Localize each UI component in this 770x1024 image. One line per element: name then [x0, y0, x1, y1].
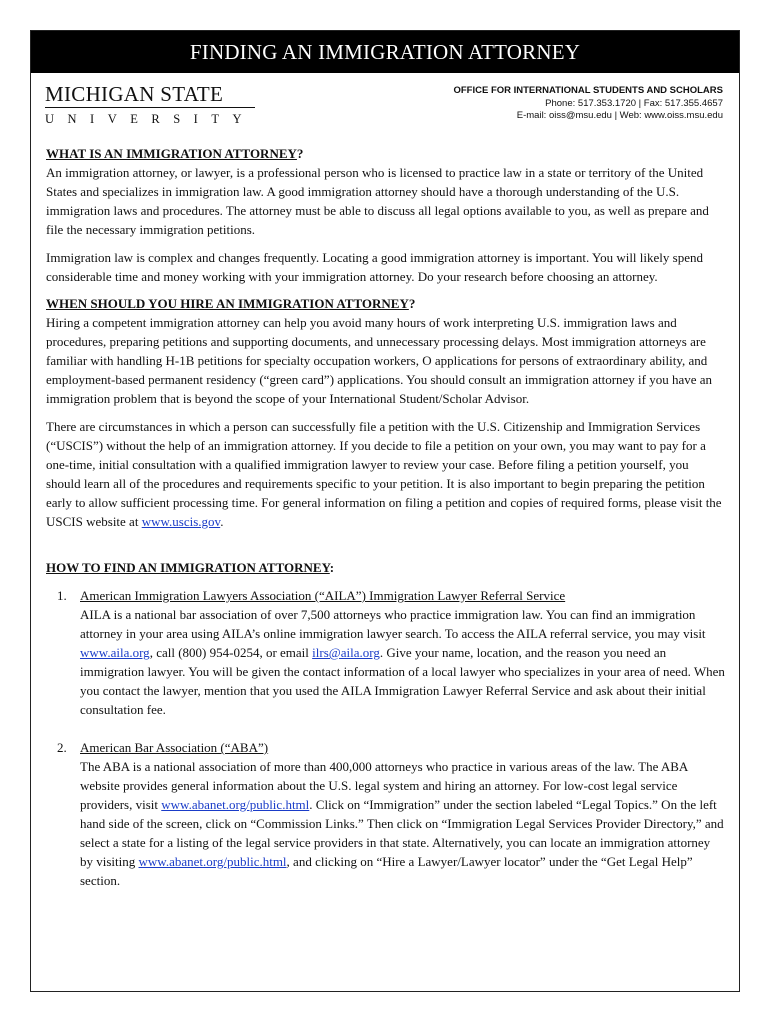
list-item-text: The ABA is a national association of more than 400,000 attorneys who practice in various areas of the law. The ABA website provides general information about the U.S. legal system and hiring an attorney. For low-cost legal service providers, visit www.abanet.org/public.html. Click on “Immigration” under the section labeled “Legal Topics.” On the left hand side of the screen, click on “Commission Links.” Then click on “Immigration Legal Services Provider Directory,” and select a state for a listing of the legal service providers in that state. Alternatively, you can locate an immigration attorney by visiting www.abanet.org/public.html, and clicking on “Hire a Lawyer/Lawyer locator” under the “Get Legal Help” section.: [80, 759, 724, 888]
document-frame: [30, 30, 740, 992]
list-number: 2.: [57, 740, 67, 755]
paragraph: Hiring a competent immigration attorney can help you avoid many hours of work interpreting U.S. immigration laws and procedures, preparing petitions and supporting documents, and unnecessary processing delays. Most immigration attorneys are familiar with handling H-1B petitions for specialty occupation workers, O applications for persons of extraordinary ability, and employment-based permanent residency (“green card”) applications. You should consult an immigration attorney if you have an immigration problem that is beyond the scope of your International Student/Scholar Advisor.: [46, 315, 713, 406]
list-item: [46, 586, 725, 719]
aba-link-2[interactable]: www.abanet.org/public.html: [138, 854, 287, 869]
office-contact: [453, 85, 723, 123]
list-item-text: AILA is a national bar association of over 7,500 attorneys who practice immigration law. You can find an immigration attorney in your area using AILA’s online immigration lawyer search. To access the AILA referral service, you may visit www.aila.org, call (800) 954-0254, or email ilrs@aila.org. Give your name, location, and the reason you need an immigration lawyer. You will be given the contact information of a local lawyer who specializes in your area of need. When you contact the lawyer, mention that you used the AILA Immigration Lawyer Referral Service and ask about their initial consultation fee.: [80, 607, 725, 717]
document-body: [46, 144, 725, 890]
paragraph: Immigration law is complex and changes frequently. Locating a good immigration attorney is important. You will likely spend considerable time and money working with your immigration attorney. Do your research before choosing an attorney.: [46, 250, 703, 284]
section-heading-how: HOW TO FIND AN IMMIGRATION ATTORNEY:: [46, 560, 335, 575]
aila-email-link[interactable]: ilrs@aila.org: [312, 645, 380, 660]
office-name: OFFICE FOR INTERNATIONAL STUDENTS AND SCHOLARS: [453, 85, 723, 96]
attorney-source-list: [46, 586, 725, 890]
list-item-title: American Immigration Lawyers Association (“AILA”) Immigration Lawyer Referral Service: [80, 588, 566, 603]
list-item-title: American Bar Association (“ABA”): [80, 740, 269, 755]
office-email: E-mail: oiss@msu.edu | Web: www.oiss.msu.edu: [516, 110, 723, 121]
paragraph: There are circumstances in which a person can successfully file a petition with the U.S. Citizenship and Immigration Services (“USCIS”) without the help of an immigration attorney. If you decide to file a petition on your own, you may want to pay for a one-time, initial consultation with a qualified immigration lawyer to review your case. Before filing a petition yourself, you should learn all of the procedures and requirements specific to your petition. It is also important to begin preparing the petition early to allow sufficient processing time. For general information on filing a petition and copies of required forms, please visit the USCIS website at www.uscis.gov.: [46, 419, 722, 529]
section-heading-what: WHAT IS AN IMMIGRATION ATTORNEY?: [46, 146, 304, 161]
aba-link[interactable]: www.abanet.org/public.html: [161, 797, 310, 812]
logo-line2: UNIVERSITY: [45, 112, 255, 126]
office-phone: Phone: 517.353.1720 | Fax: 517.355.4657: [545, 97, 723, 109]
aila-website-link[interactable]: www.aila.org: [80, 645, 150, 660]
logo-line1: MICHIGAN STATE: [45, 83, 255, 108]
list-number: 1.: [57, 588, 67, 603]
section-heading-when: WHEN SHOULD YOU HIRE AN IMMIGRATION ATTORNEY?: [46, 296, 416, 311]
paragraph: An immigration attorney, or lawyer, is a professional person who is licensed to practice law in a state or territory of the United States and specializes in immigration law. A good immigration attorney should have a thorough understanding of the U.S. immigration laws and procedures. The attorney must be able to discuss all legal options available to you, as well as prepare and file the necessary immigration petitions.: [46, 165, 709, 237]
page-title: FINDING AN IMMIGRATION ATTORNEY: [31, 31, 739, 73]
uscis-link[interactable]: www.uscis.gov: [141, 514, 221, 529]
msu-logo: [45, 83, 255, 129]
list-item: [46, 738, 725, 890]
